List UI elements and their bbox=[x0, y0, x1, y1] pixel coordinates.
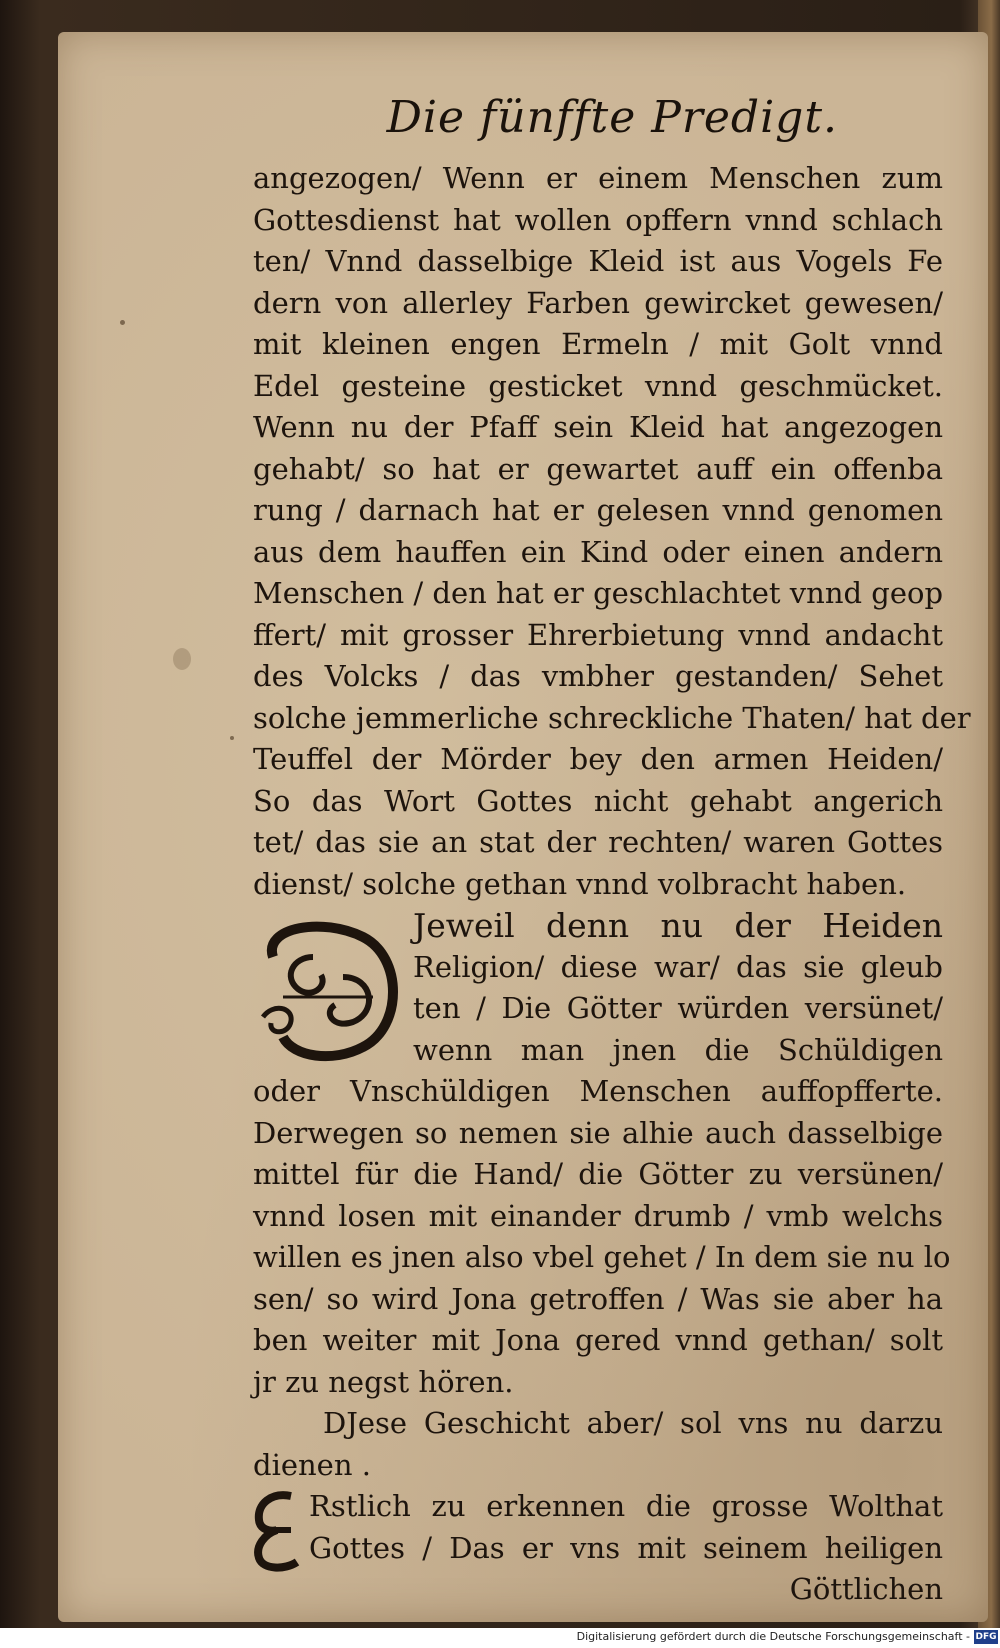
text-line: des Volcks / das vmbher gestanden/ Sehet bbox=[253, 659, 943, 693]
text-line: Gottes / Das er vns mit seinem heiligen bbox=[309, 1530, 943, 1565]
text-line: ten/ Vnnd dasselbige Kleid ist aus Vogels Fe bbox=[253, 244, 943, 278]
ornamental-initial-d bbox=[253, 917, 403, 1067]
stain-spot bbox=[173, 648, 191, 670]
page-body bbox=[253, 158, 971, 1611]
ink-spot bbox=[230, 736, 234, 740]
paragraph-top bbox=[253, 158, 971, 905]
text-line: ten / Die Götter würden versünet/ bbox=[413, 991, 943, 1025]
initial-e bbox=[251, 1490, 303, 1572]
text-line: Menschen / den hat er geschlachtet vnnd geop bbox=[253, 576, 944, 610]
text-line: dienst/ solche gethan vnnd volbracht haben. bbox=[253, 866, 907, 901]
text-line: gehabt/ so hat er gewartet auff ein offenba bbox=[253, 451, 943, 486]
ink-spot bbox=[120, 320, 125, 325]
text-line: mit kleinen engen Ermeln / mit Golt vnnd bbox=[253, 327, 943, 361]
text-line: ben weiter mit Jona gered vnnd gethan/ solt bbox=[253, 1323, 943, 1357]
text-line: dienen . bbox=[253, 1447, 371, 1482]
text-line: jr zu negst hören. bbox=[253, 1364, 514, 1399]
catchword: Göttlichen bbox=[789, 1572, 943, 1606]
text-line: vnnd losen mit einander drumb / vmb welchs bbox=[253, 1198, 943, 1233]
text-line: dern von allerley Farben gewircket gewesen/ bbox=[253, 285, 943, 320]
book-page bbox=[58, 32, 988, 1622]
text-line: rung / darnach hat er gelesen vnnd genomen bbox=[253, 493, 943, 527]
paragraph-initial-e bbox=[253, 1486, 943, 1569]
text-line: angezogen/ Wenn er einem Menschen zum bbox=[253, 161, 943, 195]
text-line: wenn man jnen die Schüldigen bbox=[413, 1032, 943, 1067]
text-line: Gottesdienst hat wollen opffern vnnd schlach bbox=[253, 202, 943, 237]
text-line: aus dem hauffen ein Kind oder einen andern bbox=[253, 534, 943, 569]
digitization-footer bbox=[0, 1628, 1000, 1648]
text-line: So das Wort Gottes nicht gehabt angerich bbox=[253, 783, 943, 818]
text-line: Teuffel der Mörder bey den armen Heiden/ bbox=[253, 742, 943, 776]
text-line: Wenn nu der Pfaff sein Kleid hat angezogen bbox=[253, 410, 943, 444]
text-line: sen/ so wird Jona getroffen / Was sie aber ha bbox=[253, 1281, 943, 1316]
text-line: DJese Geschicht aber/ sol vns nu darzu bbox=[323, 1406, 943, 1440]
dfg-logo: DFG bbox=[975, 1632, 997, 1642]
paragraph-initial-d bbox=[253, 905, 943, 1071]
running-head: Die fünffte Predigt. bbox=[386, 92, 838, 143]
paragraph-diese bbox=[253, 1403, 943, 1486]
text-line: Derwegen so nemen sie alhie auch dasselbige bbox=[253, 1115, 943, 1150]
footer-credit: Digitalisierung gefördert durch die Deutsche Forschungsgemeinschaft - bbox=[576, 1630, 970, 1643]
text-line: solche jemmerliche schreckliche Thaten/ hat der bbox=[253, 700, 971, 735]
text-line: tet/ das sie an stat der rechten/ waren Gottes bbox=[253, 825, 943, 859]
text-line: mittel für die Hand/ die Götter zu versünen/ bbox=[253, 1157, 943, 1191]
text-line: Jeweil denn nu der Heiden bbox=[413, 906, 943, 945]
text-line: Edel gesteine gesticket vnnd geschmücket. bbox=[253, 368, 943, 403]
text-line: willen es jnen also vbel gehet / In dem sie nu lo bbox=[253, 1240, 951, 1274]
text-line: Rstlich zu erkennen die grosse Wolthat bbox=[309, 1489, 943, 1523]
paragraph-middle bbox=[253, 1071, 951, 1403]
text-line: Religion/ diese war/ das sie gleub bbox=[413, 949, 943, 984]
text-line: oder Vnschüldigen Menschen auffopfferte. bbox=[253, 1074, 943, 1108]
text-line: ffert/ mit grosser Ehrerbietung vnnd andacht bbox=[253, 617, 943, 652]
